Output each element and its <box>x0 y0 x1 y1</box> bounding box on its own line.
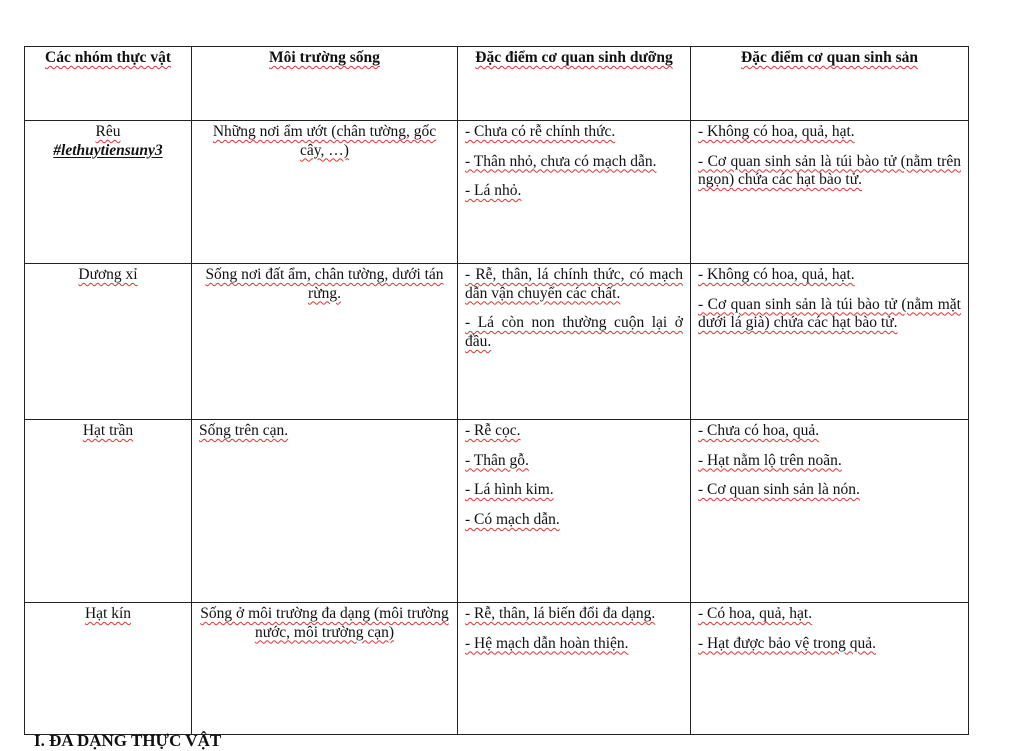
table-row-hat-tran <box>25 420 969 603</box>
environment-cell: Những nơi ẩm ướt (chân tường, gốc cây, …) <box>192 121 458 264</box>
header-row <box>25 47 969 121</box>
group-name-cell <box>25 603 192 735</box>
vegetative-cell: - Rễ, thân, lá biến đổi đa dạng. - Hệ mạch dẫn hoàn thiện. <box>458 603 691 735</box>
group-name: Dương xỉ <box>78 266 138 283</box>
vegetative-cell: - Chưa có rễ chính thức. - Thân nhỏ, chưa có mạch dẫn. - Lá nhỏ. <box>458 121 691 264</box>
group-name-cell <box>25 420 192 603</box>
plant-groups-table <box>24 46 969 735</box>
environment-cell: Sống trên cạn. <box>192 420 458 603</box>
header-vegetative: Đặc điểm cơ quan sinh dưỡng <box>458 47 691 121</box>
group-name: Rêu <box>95 123 121 140</box>
group-name-cell <box>25 121 192 264</box>
environment-cell: Sống nơi đất ẩm, chân tường, dưới tán rừng. <box>192 264 458 420</box>
header-reproductive: Đặc điểm cơ quan sinh sản <box>691 47 969 121</box>
environment-cell: Sống ở môi trường đa dạng (môi trường nước, môi trường cạn) <box>192 603 458 735</box>
group-name: Hạt kín <box>84 605 132 622</box>
table-row-duong-xi <box>25 264 969 420</box>
section-heading: I. ĐA DẠNG THỰC VẬT <box>34 731 222 750</box>
reproductive-cell: - Không có hoa, quả, hạt. - Cơ quan sinh sản là túi bào tử (nằm mặt dưới lá già) chứa các hạt bào tử. <box>691 264 969 420</box>
vegetative-cell: - Rễ, thân, lá chính thức, có mạch dẫn vận chuyển các chất. - Lá còn non thường cuộn lại ở đầu. <box>458 264 691 420</box>
group-name: Hạt trần <box>82 422 134 439</box>
header-group: Các nhóm thực vật <box>25 47 192 121</box>
vegetative-cell: - Rễ cọc. - Thân gỗ. - Lá hình kim. - Có mạch dẫn. <box>458 420 691 603</box>
header-environment: Môi trường sống <box>192 47 458 121</box>
table-row-hat-kin <box>25 603 969 735</box>
reproductive-cell: - Chưa có hoa, quả. - Hạt nằm lộ trên noãn. - Cơ quan sinh sản là nón. <box>691 420 969 603</box>
table-row-reu <box>25 121 969 264</box>
watermark-tag: #lethuytiensuny3 <box>53 141 163 159</box>
group-name-cell <box>25 264 192 420</box>
reproductive-cell: - Không có hoa, quả, hạt. - Cơ quan sinh sản là túi bào tử (nằm trên ngọn) chứa các hạt bào tử. <box>691 121 969 264</box>
reproductive-cell: - Có hoa, quả, hạt. - Hạt được bảo vệ trong quả. <box>691 603 969 735</box>
